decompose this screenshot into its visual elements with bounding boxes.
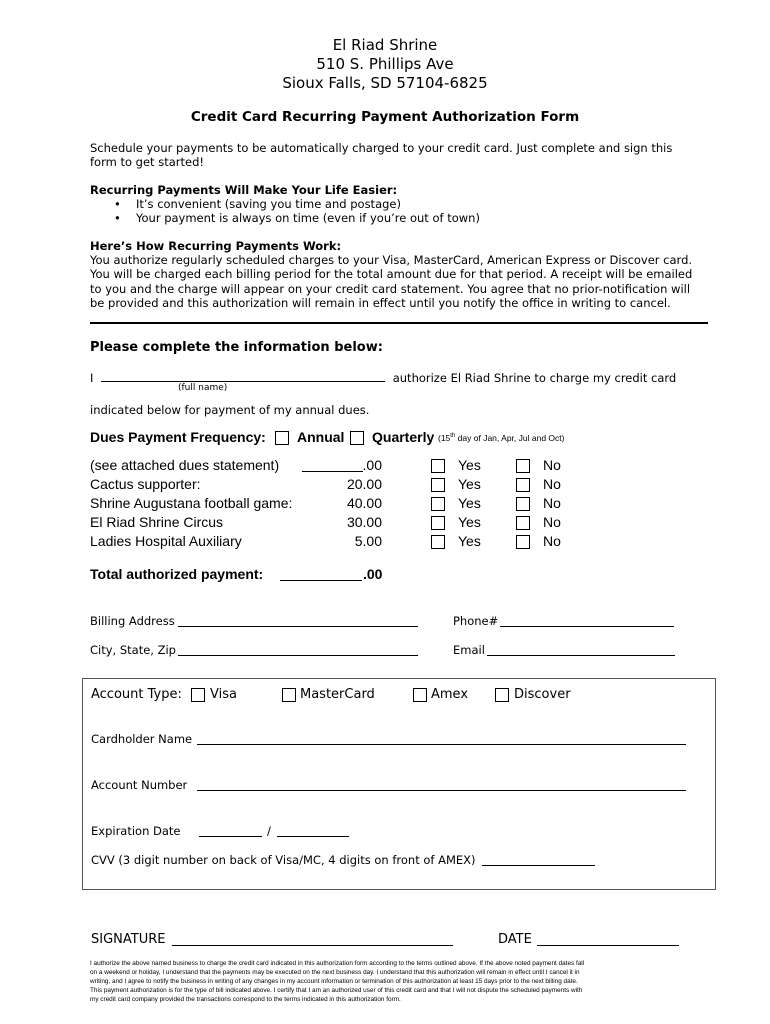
- benefit-item: • It’s convenient (saving you time and postage): [114, 197, 401, 211]
- how-line: be provided and this authorization will remain in effect until you notify the office in writing to cancel.: [90, 296, 671, 310]
- discover-checkbox[interactable]: [495, 688, 509, 702]
- dues-row-label: Ladies Hospital Auxiliary: [90, 533, 242, 549]
- cvv-field[interactable]: [482, 865, 595, 866]
- fineprint-line: writing, and I agree to notify the business in writing of any changes in my account information or termination of this authorization at least 15 days prior to the next billing date.: [90, 978, 578, 985]
- fineprint-line: This payment authorization is for the type of bill indicated above. I certify that I am an authorized user of this credit card and that I will not dispute the scheduled payments with: [90, 987, 583, 994]
- dues-row-amount: 20.00: [346, 476, 382, 492]
- org-name: El Riad Shrine: [332, 36, 438, 54]
- email-label: Email: [453, 643, 485, 657]
- date-label: DATE: [498, 932, 532, 947]
- discover-label: Discover: [514, 687, 571, 702]
- no-checkbox[interactable]: [516, 459, 530, 473]
- email-field[interactable]: [487, 655, 675, 656]
- how-line: You will be charged each billing period for the total amount due for that period. A receipt will be emailed: [90, 267, 693, 281]
- intro-line2: form to get started!: [90, 155, 204, 169]
- no-label: No: [543, 533, 561, 549]
- annual-checkbox[interactable]: [275, 431, 289, 445]
- phone-field[interactable]: [500, 626, 674, 627]
- yes-checkbox[interactable]: [431, 497, 445, 511]
- cvv-label: CVV (3 digit number on back of Visa/MC, 4 digits on front of AMEX): [91, 853, 476, 867]
- i-label: I: [90, 371, 94, 385]
- no-checkbox[interactable]: [516, 516, 530, 530]
- no-label: No: [543, 457, 561, 473]
- org-address-line1: 510 S. Phillips Ave: [316, 55, 454, 73]
- yes-label: Yes: [458, 514, 481, 530]
- expiration-slash: /: [267, 824, 271, 838]
- amex-label: Amex: [431, 687, 469, 702]
- no-checkbox[interactable]: [516, 478, 530, 492]
- expiration-year-field[interactable]: [277, 836, 349, 837]
- billing-address-label: Billing Address: [90, 614, 175, 628]
- yes-checkbox[interactable]: [431, 535, 445, 549]
- total-suffix: .00: [363, 566, 383, 582]
- no-label: No: [543, 495, 561, 511]
- phone-label: Phone#: [453, 614, 499, 628]
- visa-checkbox[interactable]: [191, 688, 205, 702]
- how-heading: Here’s How Recurring Payments Work:: [90, 239, 342, 253]
- indicated-text: indicated below for payment of my annual dues.: [90, 403, 370, 417]
- yes-checkbox[interactable]: [431, 516, 445, 530]
- how-line: You authorize regularly scheduled charges to your Visa, MasterCard, American Express or Discover card.: [90, 253, 693, 267]
- authorize-text: authorize El Riad Shrine to charge my credit card: [392, 371, 677, 385]
- quarterly-note: (15th day of Jan, Apr, Jul and Oct): [438, 433, 565, 443]
- annual-label: Annual: [297, 429, 345, 445]
- dues-row-amount: .00: [362, 457, 382, 473]
- cardholder-label: Cardholder Name: [91, 732, 193, 746]
- benefit-item: • Your payment is always on time (even if you’re out of town): [114, 211, 480, 225]
- yes-label: Yes: [458, 476, 481, 492]
- fineprint-line: on a weekend or holiday, I understand that the payments may be executed on the next business day. I understand that this authorization will remain in effect until I cancel it in: [90, 969, 580, 976]
- yes-checkbox[interactable]: [431, 459, 445, 473]
- account-type-label: Account Type:: [91, 687, 182, 702]
- no-checkbox[interactable]: [516, 535, 530, 549]
- no-checkbox[interactable]: [516, 497, 530, 511]
- expiration-month-field[interactable]: [199, 836, 262, 837]
- expiration-label: Expiration Date: [91, 824, 181, 838]
- signature-field[interactable]: [172, 945, 453, 946]
- no-label: No: [543, 476, 561, 492]
- quarterly-label: Quarterly: [372, 429, 435, 445]
- signature-label: SIGNATURE: [91, 932, 166, 947]
- account-number-field[interactable]: [197, 790, 686, 791]
- billing-address-field[interactable]: [178, 626, 418, 627]
- mastercard-checkbox[interactable]: [282, 688, 296, 702]
- info-heading: Please complete the information below:: [90, 340, 383, 355]
- dues-row-amount: 5.00: [354, 533, 382, 549]
- yes-label: Yes: [458, 495, 481, 511]
- section-divider: [90, 322, 708, 324]
- yes-label: Yes: [458, 457, 481, 473]
- mastercard-label: MasterCard: [300, 687, 375, 702]
- amex-checkbox[interactable]: [413, 688, 427, 702]
- visa-label: Visa: [210, 687, 237, 702]
- full-name-hint: (full name): [178, 383, 228, 393]
- benefits-heading: Recurring Payments Will Make Your Life Easier:: [90, 183, 398, 197]
- bullet-icon: •: [114, 197, 121, 211]
- frequency-label: Dues Payment Frequency:: [90, 429, 266, 445]
- dues-row-amount: 30.00: [346, 514, 382, 530]
- account-number-label: Account Number: [91, 778, 188, 792]
- total-label: Total authorized payment:: [90, 566, 264, 582]
- no-label: No: [543, 514, 561, 530]
- yes-checkbox[interactable]: [431, 478, 445, 492]
- org-address-line2: Sioux Falls, SD 57104-6825: [282, 74, 488, 92]
- dues-row-label: Cactus supporter:: [90, 476, 201, 492]
- city-state-zip-label: City, State, Zip: [90, 643, 176, 657]
- intro-line1: Schedule your payments to be automatically charged to your credit card. Just complete and sign this: [90, 141, 673, 155]
- yes-label: Yes: [458, 533, 481, 549]
- bullet-icon: •: [114, 211, 121, 225]
- cardholder-field[interactable]: [197, 744, 686, 745]
- how-line: to you and the charge will appear on your credit card statement. You agree that no prior-notification will: [90, 282, 691, 296]
- fineprint-line: I authorize the above named business to charge the credit card indicated in this authorization form according to the terms outlined above. If the above noted payment dates fall: [90, 960, 585, 967]
- form-title: Credit Card Recurring Payment Authorization Form: [190, 109, 580, 125]
- dues-row-amount: 40.00: [346, 495, 382, 511]
- full-name-field[interactable]: [101, 369, 385, 382]
- dues-row-label: (see attached dues statement): [90, 457, 280, 473]
- fineprint-line: my credit card company provided the transactions correspond to the terms indicated in this authorization form.: [90, 996, 401, 1003]
- date-field[interactable]: [537, 945, 679, 946]
- city-state-zip-field[interactable]: [178, 655, 418, 656]
- total-amount-field[interactable]: [280, 580, 362, 581]
- dues-row-label: El Riad Shrine Circus: [90, 514, 224, 530]
- quarterly-checkbox[interactable]: [350, 431, 364, 445]
- dues-row-label: Shrine Augustana football game:: [90, 495, 293, 511]
